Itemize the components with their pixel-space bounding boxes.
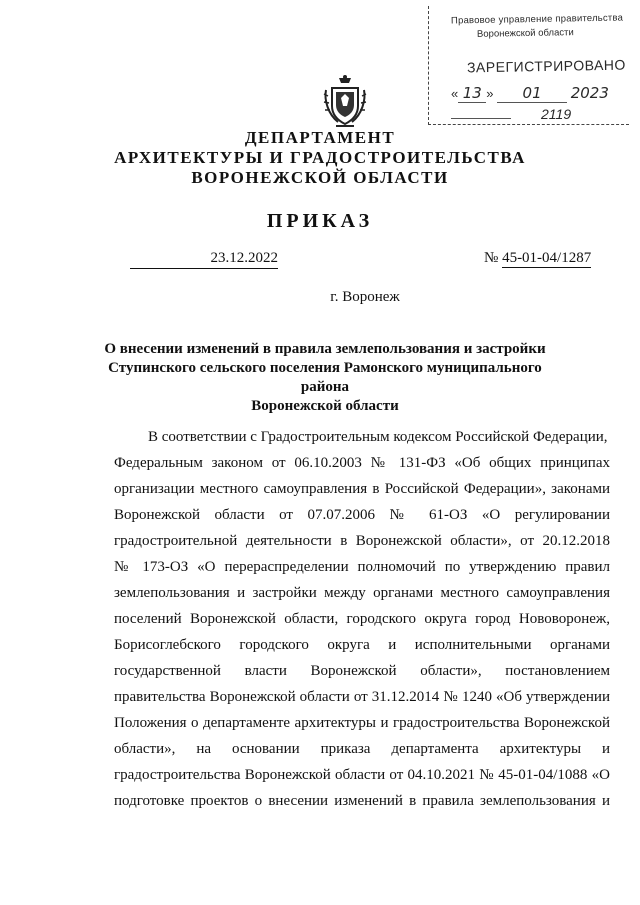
body-line: градостроительной деятельности в Воронежской области», от 20.12.2018 (114, 533, 610, 549)
stamp-date-month: 01 (497, 84, 567, 103)
city-label: г. Воронеж (330, 289, 400, 305)
body-line: Воронежской области от 07.07.2006 № 61-ОЗ «О регулировании (114, 507, 610, 523)
body-line: Федеральным законом от 06.10.2003 № 131-ФЗ «Об общих принципах (114, 455, 610, 471)
stamp-registered-label: ЗАРЕГИСТРИРОВАНО (466, 56, 626, 76)
body-line: подготовке проектов о внесении изменений в правила землепользования и (114, 793, 610, 809)
heading-line3: Воронежской области (251, 398, 399, 414)
registration-stamp (428, 6, 629, 125)
body-line: организации местного самоуправления в Российской Федерации», законами (114, 481, 610, 497)
stamp-date-year: 2023 (570, 84, 609, 102)
dept-title-line1: ДЕПАРТАМЕНТ (244, 128, 396, 147)
body-line: правительства Воронежской области от 31.12.2014 № 1240 «Об утверждении (114, 689, 610, 705)
stamp-org-line2: Воронежской области (476, 27, 574, 40)
order-date: 23.12.2022 (130, 250, 278, 269)
body-line: В соответствии с Градостроительным кодексом Российской Федерации, (148, 429, 608, 445)
dept-title-line2: АРХИТЕКТУРЫ И ГРАДОСТРОИТЕЛЬСТВА (114, 148, 526, 167)
body-line: государственной власти Воронежской области», постановлением (114, 663, 610, 679)
stamp-org-line1: Правовое управление правительства (450, 12, 624, 27)
heading-line1: О внесении изменений в правила землепользования и застройки (104, 341, 546, 357)
body-line: области», на основании приказа департамента архитектуры и (114, 741, 610, 757)
body-line: землепользования и застройки между органами местного самоуправления (114, 585, 610, 601)
heading-line2: Ступинского сельского поселения Рамонского муниципального района (108, 360, 542, 395)
order-number: 45-01-04/1287 (502, 250, 592, 266)
dept-title-line3: ВОРОНЕЖСКОЙ ОБЛАСТИ (191, 168, 449, 187)
order-number-row (484, 250, 591, 267)
order-heading (100, 340, 550, 416)
body-line: Положения о департаменте архитектуры и градостроительства Воронежской (114, 715, 610, 731)
stamp-reg-number: 2119 (541, 106, 572, 122)
body-line: № 173-ОЗ «О перераспределении полномочий по утверждению правил (114, 559, 610, 575)
stamp-date-day: 13 (458, 84, 486, 103)
coat-of-arms-icon (322, 74, 368, 130)
order-body (114, 424, 610, 814)
body-line: поселений Воронежской области, городского округа город Нововоронеж, (114, 611, 610, 627)
stamp-reg-number-row (451, 106, 571, 122)
body-line: градостроительства Воронежской области от 04.10.2021 № 45-01-04/1088 «О (114, 767, 610, 783)
stamp-date: « 13 » 01 2023 (451, 84, 609, 102)
order-title: ПРИКАЗ (266, 210, 374, 232)
body-line: Борисоглебского городского округа и исполнительными органами (114, 637, 610, 653)
number-sign: № (484, 250, 499, 266)
